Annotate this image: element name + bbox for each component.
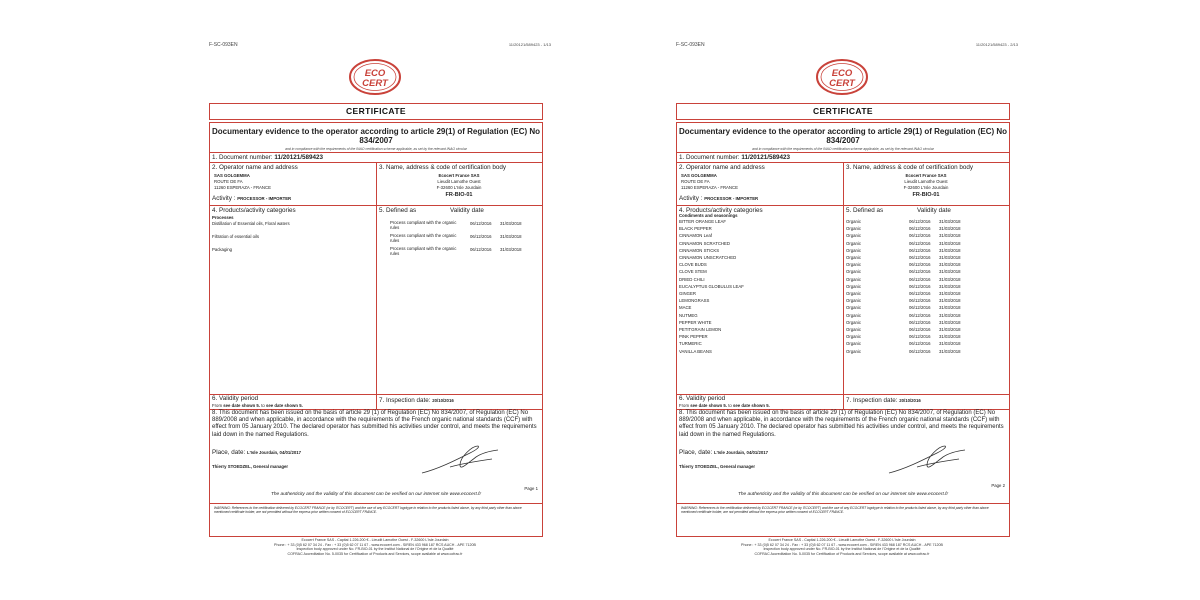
certificate-body — [209, 122, 543, 537]
product-name: PETITGRAIN LEMON — [679, 327, 722, 332]
validity-to: 31/03/2018 — [939, 305, 961, 311]
document-reference: 11/20121/589423 - 2/13 — [975, 42, 1018, 47]
operator-name: SAS GOLGEMMA — [214, 173, 250, 178]
signature — [420, 443, 500, 477]
product-name: Distillation of Essential oils, Floral waters — [212, 221, 290, 226]
list-item — [677, 313, 1009, 320]
document-subheading: and in compliance with the requirements of the INAO certification scheme applicable, as set by the relevant INAO circular — [752, 147, 934, 151]
document-heading: Documentary evidence to the operator according to article 29(1) of Regulation (EC) No 834/2007 — [211, 127, 541, 145]
validity-to: 31/03/2018 — [939, 291, 961, 296]
validity-from-text: see date shown 5. — [690, 403, 728, 408]
document-number — [212, 154, 323, 161]
validity-period-value — [212, 403, 303, 408]
product-definition: Organic — [846, 341, 862, 347]
validity-period-label: 6. Validity period — [679, 395, 726, 402]
certificate-page-1 — [195, 0, 565, 600]
validity-from: 06/12/2016 — [909, 226, 931, 232]
cert-body-address-line1: Lieudit Lamothe Ouest — [437, 179, 481, 184]
defined-as-label: 5. Defined as — [379, 207, 417, 214]
certificate-title: CERTIFICATE — [209, 103, 543, 120]
validity-from: 06/12/2016 — [909, 255, 931, 260]
product-name: VANILLA BEANS — [679, 348, 712, 354]
cert-body-address-line2: F-32600 L'Isle Jourdain — [436, 185, 482, 190]
operator-address-line1: ROUTE DE FA — [214, 179, 243, 184]
products-section-label: 4. Products/activity categories — [212, 207, 296, 214]
list-item — [677, 277, 1009, 284]
defined-as-label: 5. Defined as — [846, 207, 884, 214]
product-name: BLACK PEPPER — [679, 226, 712, 232]
footer-line3: Inspection body approved under No. FR-BIO-01 by the Institut National de l'Origine et de la Qualité — [296, 547, 454, 552]
validity-from: 06/12/2016 — [909, 298, 931, 304]
list-item — [677, 305, 1009, 312]
validity-to: 31/03/2018 — [939, 334, 961, 340]
validity-from: 06/12/2016 — [909, 276, 931, 282]
product-name: Filtration of essential oils — [212, 234, 260, 239]
product-name: CINNAMON SCRATCHED — [679, 240, 731, 246]
product-definition: Organic — [846, 276, 862, 282]
product-definition: Organic — [846, 262, 862, 268]
activity-label: Activity : — [212, 195, 236, 202]
product-name: PINK PEPPER — [679, 334, 708, 340]
place-date-value: L'Isle Jourdain, 04/01/2017 — [714, 450, 769, 455]
product-name: MACE — [679, 305, 692, 311]
list-item — [210, 247, 542, 259]
list-item — [677, 298, 1009, 305]
legal-basis-text: 8. This document has been issued on the basis of article 29 (1) of Regulation (EC) No 834/2007, of Regulation (EC) No 889/2008 and when applicable, in accordance with the requirements of the French organic national standards (CCF) with effect from 05 January 2010. The declared operator has submitted his activities under control, and meets the requirements laid down in the named Regulations. — [679, 410, 1004, 438]
validity-to-text: see date shown 5. — [266, 403, 303, 408]
place-date — [212, 449, 301, 456]
list-item — [677, 262, 1009, 269]
list-item — [677, 341, 1009, 348]
cert-body-address-line1: Lieudit Lamothe Ouest — [904, 179, 948, 184]
list-item — [677, 269, 1009, 276]
validity-to: 31/03/2018 — [939, 226, 961, 232]
operator-address-line1: ROUTE DE FA — [681, 179, 710, 184]
page-number: Page 2 — [991, 483, 1005, 488]
product-name: BITTER ORANGE LEAF — [679, 219, 727, 224]
footer-line3: Inspection body approved under No. FR-BIO-01 by the Institut National de l'Origine et de la Qualité — [763, 547, 921, 552]
inspection-date-value: 20/10/2016 — [432, 398, 454, 403]
validity-to-label: to — [728, 403, 732, 408]
product-name: CINNAMON STICKS — [679, 247, 720, 253]
validity-from: 06/12/2016 — [909, 334, 931, 340]
product-definition: Organic — [846, 312, 862, 318]
validity-from-text: see date shown 5. — [223, 403, 261, 408]
validity-date-label: Validity date — [917, 207, 951, 214]
validity-from: 06/12/2016 — [470, 234, 492, 239]
product-definition: Process compliant with the organic rules — [390, 233, 457, 243]
validity-to-label: to — [261, 403, 265, 408]
product-name: CINNAMON UNSCRATCHED — [679, 255, 737, 260]
product-definition: Organic — [846, 219, 862, 224]
validity-to: 31/03/2018 — [939, 298, 961, 304]
validity-to: 31/03/2018 — [939, 341, 961, 347]
validity-to: 31/03/2018 — [500, 247, 522, 252]
place-date-value: L'Isle Jourdain, 04/01/2017 — [247, 450, 302, 455]
validity-to: 31/03/2018 — [939, 312, 961, 318]
validity-to: 31/03/2018 — [939, 276, 961, 282]
validity-to: 31/03/2018 — [939, 327, 961, 332]
warning-notice: WARNING: References to the certification delivered by ECOCERT FRANCE (or by 'ECOCERT') and the use of any ECOCERT logotype in relation to the products listed above, by any third party other than above mentioned certificate holder, are not permitted without the express prior written consent of ECOCERT FRANCE. — [681, 506, 989, 515]
logo-text-top: ECO — [364, 68, 386, 79]
cert-body-address-line2: F-32600 L'Isle Jourdain — [903, 185, 949, 190]
validity-from: 06/12/2016 — [909, 319, 931, 325]
validity-date-label: Validity date — [450, 207, 484, 214]
logo-text-bottom: CERT — [829, 78, 855, 89]
product-name: DRIED CHILI — [679, 276, 705, 282]
document-heading: Documentary evidence to the operator according to article 29(1) of Regulation (EC) No 834/2007 — [678, 127, 1008, 145]
validity-from: 06/12/2016 — [909, 305, 931, 311]
place-date — [679, 449, 768, 456]
list-item — [677, 291, 1009, 298]
validity-from: 06/12/2016 — [470, 221, 492, 226]
activity — [679, 195, 758, 202]
list-item — [677, 248, 1009, 255]
product-definition: Organic — [846, 283, 862, 289]
inspection-date — [846, 397, 921, 404]
authenticity-notice: The authenticity and the validity of this document can be verified on our internet site www.ecocert.fr — [270, 492, 482, 497]
validity-to: 31/03/2018 — [939, 233, 961, 239]
product-definition: Organic — [846, 319, 862, 325]
cert-body-name: Ecocert France SAS — [905, 173, 947, 178]
list-item — [677, 320, 1009, 327]
footer-line1: Ecocert France SAS - Capital 1.226.200 € - Lieudit Lamothe Ouest - F-32600 L'Isle Jourdain — [301, 538, 449, 542]
logo-text-bottom: CERT — [362, 78, 388, 89]
product-category: Condiments and seasonings — [679, 213, 738, 218]
product-name: GINGER — [679, 291, 696, 296]
validity-from: 06/12/2016 — [909, 269, 931, 275]
activity — [212, 195, 291, 202]
product-definition: Organic — [846, 226, 862, 232]
validity-to: 31/03/2018 — [939, 269, 961, 275]
product-name: PEPPER WHITE — [679, 319, 712, 325]
document-number-value: 11/20121/589423 — [274, 154, 323, 161]
validity-from: 06/12/2016 — [909, 348, 931, 354]
inspection-date-label: 7. Inspection date: — [379, 397, 431, 404]
product-definition: Organic — [846, 334, 862, 340]
certificate-body — [676, 122, 1010, 537]
signature — [887, 443, 967, 477]
validity-to: 31/03/2018 — [939, 240, 961, 246]
cert-body-section-label: 3. Name, address & code of certification body — [379, 164, 507, 171]
document-reference: 11/20121/589423 - 1/13 — [508, 42, 551, 47]
validity-period-label: 6. Validity period — [212, 395, 259, 402]
document-number-label: 1. Document number: — [679, 154, 740, 161]
validity-to: 31/03/2018 — [939, 348, 961, 354]
validity-to: 31/03/2018 — [939, 255, 961, 260]
list-item — [677, 219, 1009, 226]
validity-to-text: see date shown 5. — [733, 403, 770, 408]
activity-value: PROCESSOR - IMPORTER — [704, 196, 759, 201]
product-definition: Organic — [846, 348, 862, 354]
product-definition: Organic — [846, 291, 862, 296]
product-name: EUCALYPTUS GLOBULUS LEAF — [679, 283, 744, 289]
validity-from: 06/12/2016 — [909, 283, 931, 289]
operator-section-label: 2. Operator name and address — [212, 164, 298, 171]
cert-body-section-label: 3. Name, address & code of certification body — [846, 164, 974, 171]
list-item — [210, 234, 542, 246]
list-item — [677, 284, 1009, 291]
list-item — [677, 349, 1009, 356]
list-item — [677, 327, 1009, 334]
form-reference: F-SC-093EN — [676, 42, 705, 48]
footer-line4: COFRAC Accreditation No. 5-0035 for Certification of Products and Services, scope available at www.cofrac.fr — [754, 551, 930, 556]
validity-to: 31/03/2018 — [939, 262, 961, 268]
product-definition: Organic — [846, 255, 862, 260]
document-number-value: 11/20121/589423 — [741, 154, 790, 161]
validity-to: 31/03/2018 — [939, 219, 961, 224]
warning-notice: WARNING: References to the certification delivered by ECOCERT FRANCE (or by 'ECOCERT') and the use of any ECOCERT logotype in relation to the products listed above, by any third party other than above mentioned certificate holder, are not permitted without the express prior written consent of ECOCERT FRANCE. — [214, 506, 522, 515]
product-definition: Organic — [846, 247, 862, 253]
validity-from: 06/12/2016 — [909, 312, 931, 318]
footer — [209, 538, 541, 556]
validity-from: 06/12/2016 — [909, 327, 931, 332]
validity-to: 31/03/2018 — [500, 234, 522, 239]
validity-from: 06/12/2016 — [909, 219, 931, 224]
page-number: Page 1 — [524, 486, 538, 491]
place-date-label: Place, date: — [679, 449, 713, 456]
product-name: Packaging — [212, 247, 233, 252]
certificate-title: CERTIFICATE — [676, 103, 1010, 120]
validity-from-label: From — [679, 403, 690, 408]
footer-line2: Phone : + 33 (0)5 62 07 34 24 - Fax : + 33 (0)5 62 07 11 67 - www.ecocert.com - SIREN 433 968 187 RCS AUCH - APE 7120B — [274, 542, 476, 547]
inspection-date-value: 20/10/2016 — [899, 398, 921, 403]
footer-line4: COFRAC Accreditation No. 5-0035 for Certification of Products and Services, scope available at www.cofrac.fr — [287, 551, 463, 556]
document-number-label: 1. Document number: — [212, 154, 273, 161]
signatory: Thierry STOEDZEL, General manager — [212, 464, 289, 469]
validity-period-value — [679, 403, 770, 408]
product-name: CLOVE STEM — [679, 269, 707, 275]
ecocert-logo — [348, 58, 402, 96]
cert-body-code: FR-BIO-01 — [445, 192, 473, 198]
cert-body-code: FR-BIO-01 — [912, 192, 940, 198]
validity-to: 31/03/2018 — [939, 283, 961, 289]
validity-from: 06/12/2016 — [909, 341, 931, 347]
inspection-date-label: 7. Inspection date: — [846, 397, 898, 404]
list-item — [677, 334, 1009, 341]
signatory: Thierry STOEDZEL, General manager — [679, 464, 756, 469]
validity-to: 31/03/2018 — [939, 247, 961, 253]
operator-name: SAS GOLGEMMA — [681, 173, 717, 178]
legal-basis-text: 8. This document has been issued on the basis of article 29 (1) of Regulation (EC) No 834/2007, of Regulation (EC) No 889/2008 and when applicable, in accordance with the requirements of the French organic national standards (CCF) with effect from 05 January 2010. The declared operator has submitted his activities under control, and meets the requirements laid down in the named Regulations. — [212, 410, 537, 438]
place-date-label: Place, date: — [212, 449, 246, 456]
validity-from: 06/12/2016 — [909, 233, 931, 239]
ecocert-logo — [815, 58, 869, 96]
validity-from: 06/12/2016 — [909, 240, 931, 246]
list-item — [677, 241, 1009, 248]
operator-section-label: 2. Operator name and address — [679, 164, 765, 171]
document-subheading: and in compliance with the requirements of the INAO certification scheme applicable, as set by the relevant INAO circular — [285, 147, 467, 151]
validity-to: 31/03/2018 — [939, 319, 961, 325]
validity-from: 06/12/2016 — [909, 291, 931, 296]
list-item — [677, 255, 1009, 262]
product-name: NUTMEG — [679, 312, 698, 318]
footer-line1: Ecocert France SAS - Capital 1.226.200 € - Lieudit Lamothe Ouest - F-32600 L'Isle Jourdain — [768, 538, 916, 542]
validity-from: 06/12/2016 — [909, 247, 931, 253]
footer-line2: Phone : + 33 (0)5 62 07 34 24 - Fax : + 33 (0)5 62 07 11 67 - www.ecocert.com - SIREN 433 968 187 RCS AUCH - APE 7120B — [741, 542, 943, 547]
validity-from: 06/12/2016 — [470, 247, 492, 252]
list-item — [677, 233, 1009, 240]
product-name: TURMERIC — [679, 341, 702, 347]
products-section-label: 4. Products/activity categories — [679, 207, 763, 214]
activity-label: Activity : — [679, 195, 703, 202]
product-definition: Organic — [846, 327, 862, 332]
operator-address-line2: 11260 ESPERAZA - FRANCE — [214, 185, 271, 190]
product-definition: Organic — [846, 233, 862, 239]
product-definition: Organic — [846, 269, 862, 275]
footer — [676, 538, 1008, 556]
product-category: Processes — [212, 215, 234, 220]
product-definition: Process compliant with the organic rules — [390, 246, 457, 256]
validity-from-label: From — [212, 403, 223, 408]
product-definition: Organic — [846, 305, 862, 311]
form-reference: F-SC-093EN — [209, 42, 238, 48]
product-definition: Organic — [846, 240, 862, 246]
validity-to: 31/03/2018 — [500, 221, 522, 226]
cert-body-name: Ecocert France SAS — [438, 173, 480, 178]
activity-value: PROCESSOR - IMPORTER — [237, 196, 292, 201]
product-name: LEMONGRASS — [679, 298, 710, 304]
operator-address-line2: 11260 ESPERAZA - FRANCE — [681, 185, 738, 190]
authenticity-notice: The authenticity and the validity of this document can be verified on our internet site www.ecocert.fr — [737, 492, 949, 497]
list-item — [210, 221, 542, 233]
product-definition: Process compliant with the organic rules — [390, 220, 457, 230]
validity-from: 06/12/2016 — [909, 262, 931, 268]
certificate-page-2 — [662, 0, 1032, 600]
inspection-date — [379, 397, 454, 404]
logo-text-top: ECO — [831, 68, 853, 79]
product-name: CLOVE BUDS — [679, 262, 707, 268]
document-number — [679, 154, 790, 161]
product-definition: Organic — [846, 298, 862, 304]
product-name: CINNAMON Leaf — [679, 233, 712, 239]
list-item — [677, 226, 1009, 233]
